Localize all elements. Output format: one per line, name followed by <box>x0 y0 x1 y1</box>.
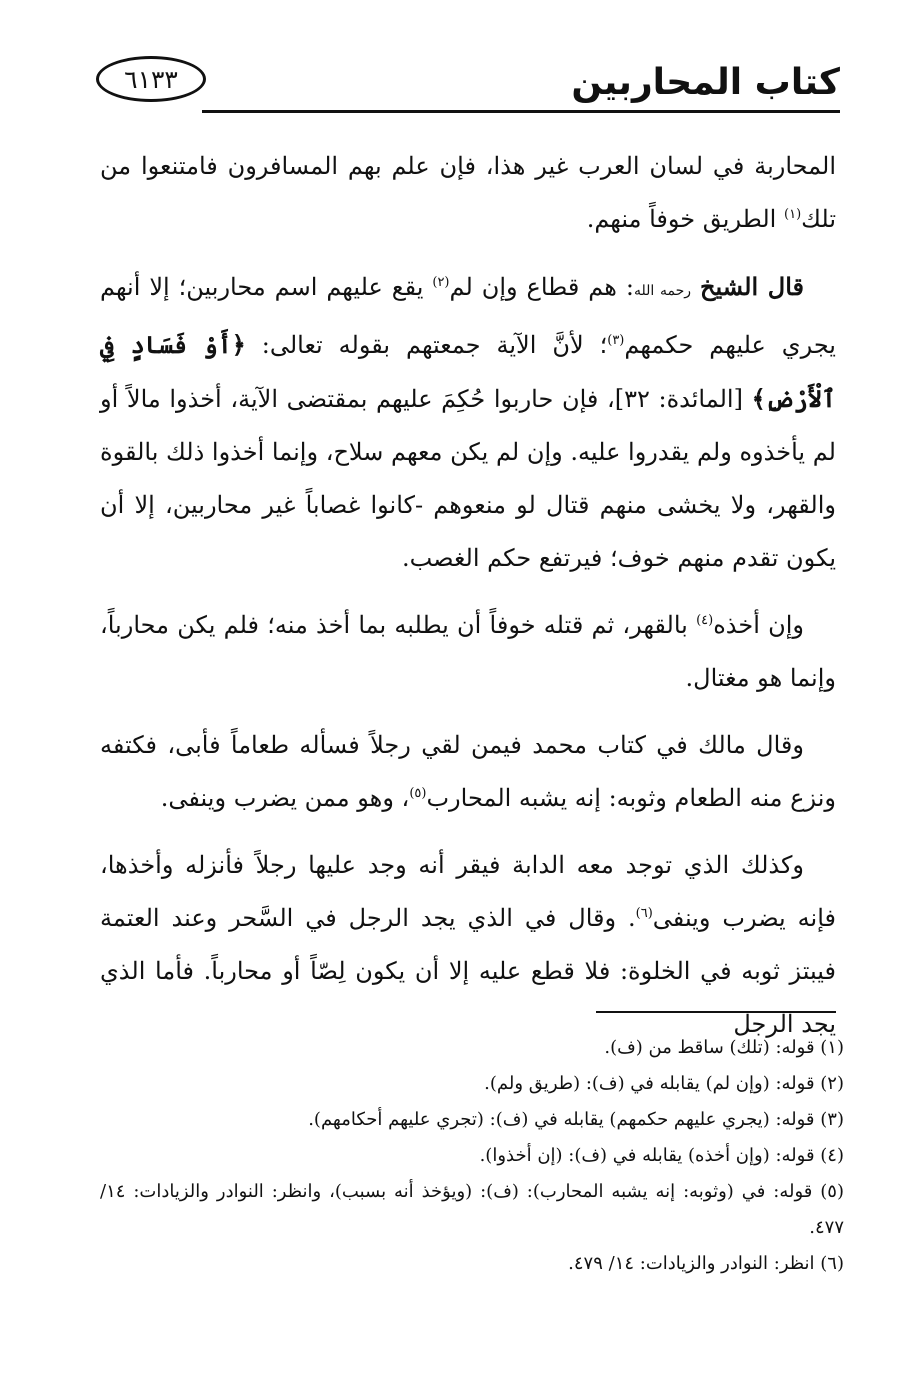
paragraph-text: : هم قطاع وإن لم <box>449 273 634 301</box>
main-text <box>100 140 836 1065</box>
page-header <box>90 50 840 120</box>
paragraph-text: الطريق خوفاً منهم. <box>586 205 777 233</box>
footnotes <box>100 1030 844 1282</box>
quran-verse: ﴿أَوْ فَسَادٍ فِي ٱلْأَرْضِ﴾ <box>100 330 836 413</box>
paragraph-text: وقال مالك في كتاب محمد فيمن لقي رجلاً فسأله طعاماً فأبى، فكتفه ونزع منه الطعام وثوبه: إنه يشبه المحارب <box>100 731 836 812</box>
page-number: ٦١٣٣ <box>124 64 178 94</box>
chapter-title: كتاب المحاربين <box>571 62 840 103</box>
footnote-ref-5: (٥) <box>409 786 427 801</box>
paragraph-text: ؛ لأنَّ الآية جمعتهم بقوله تعالى: <box>261 331 608 359</box>
footnote-ref-1: (١) <box>784 207 802 222</box>
speaker-name: قال الشيخ <box>699 272 804 301</box>
footnote-5: (٥) قوله: في (وثوبه: إنه يشبه المحارب): (ف): (ويؤخذ أنه بسبب)، وانظر: النوادر والزيادات: ١٤/ ٤٧٧. <box>100 1181 844 1238</box>
footnote-ref-3: (٣) <box>607 333 625 348</box>
paragraph-text: وإن أخذه <box>713 611 804 639</box>
paragraph-5 <box>100 839 836 1051</box>
paragraph-2 <box>100 260 836 585</box>
paragraph-text: [المائدة: ٣٢]، فإن حاربوا حُكِمَ عليهم بمقتضى الآية، أخذوا مالاً أو لم يأخذوه ولم يقدروا عليه. وإن لم يكن معهم سلاح، وإنما أخذوا ذلك بالقوة والقهر، ولا يخشى منهم قتال لو منعوهم -كانوا غصاباً غير محاربين، إلا أن يكون تقدم منهم خوف؛ فيرتفع حكم الغصب. <box>100 385 836 572</box>
page-number-frame <box>96 56 206 102</box>
footnote-1: (١) قوله: (تلك) ساقط من (ف). <box>604 1037 844 1058</box>
footnote-ref-2: (٢) <box>432 275 450 290</box>
paragraph-text: . وقال في الذي يجد الرجل في السَّحر وعند العتمة فيبتز ثوبه في الخلوة: فلا قطع عليه إلا أن يكون لِصّاً أو محارباً. فأما الذي يجد الرجل <box>100 904 836 1038</box>
paragraph-text: وكذلك الذي توجد معه الدابة فيقر أنه وجد عليها رجلاً فأنزله وأخذها، فإنه يضرب وينفى <box>100 851 836 932</box>
footnote-2: (٢) قوله: (وإن لم) يقابله في (ف): (طريق ولم). <box>484 1073 844 1094</box>
paragraph-text: المحاربة في لسان العرب غير هذا، فإن علم بهم المسافرون فامتنعوا من تلك <box>100 152 836 233</box>
paragraph-1 <box>100 140 836 246</box>
footnote-6: (٦) انظر: النوادر والزيادات: ١٤/ ٤٧٩. <box>568 1253 844 1274</box>
footnote-separator <box>596 1011 836 1013</box>
footnote-ref-6: (٦) <box>635 906 653 921</box>
footnote-4: (٤) قوله: (وإن أخذه) يقابله في (ف): (إن أخذوا). <box>479 1145 844 1166</box>
paragraph-text: ، وهو ممن يضرب وينفى. <box>160 784 410 812</box>
paragraph-4 <box>100 719 836 825</box>
paragraph-3 <box>100 599 836 705</box>
footnote-ref-4: (٤) <box>696 613 714 628</box>
paragraph-text: يقع عليهم اسم محاربين؛ إلا أنهم يجري عليهم حكمهم <box>100 273 836 359</box>
header-rule <box>202 110 840 113</box>
footnote-3: (٣) قوله: (يجري عليهم حكمهم) يقابله في (ف): (تجري عليهم أحكامهم). <box>308 1109 844 1130</box>
honorific-glyph: رحمه الله <box>633 283 692 299</box>
paragraph-text: بالقهر، ثم قتله خوفاً أن يطلبه بما أخذ منه؛ فلم يكن محارباً، وإنما هو مغتال. <box>100 611 836 692</box>
